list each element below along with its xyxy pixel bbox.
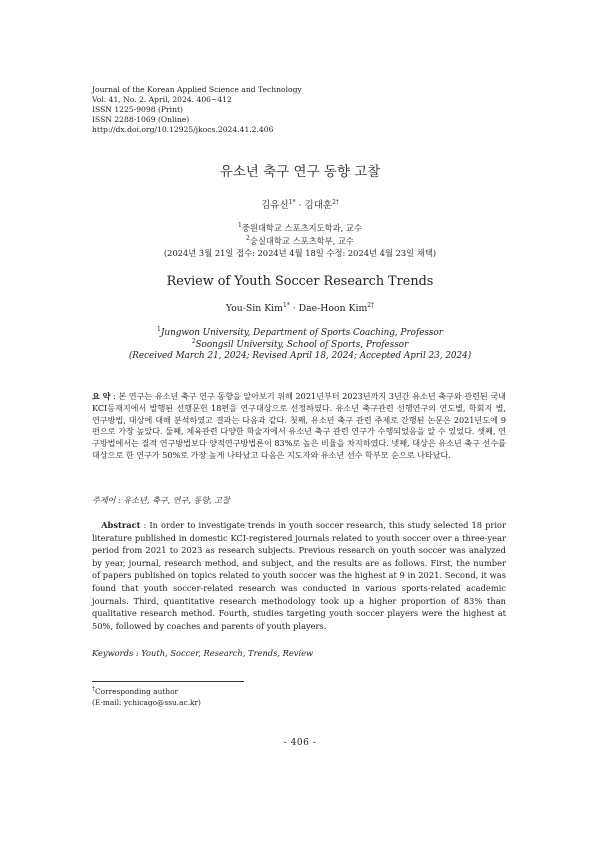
affiliation-2-mark-en: 2 (191, 337, 196, 345)
affiliation-2-en (0, 337, 600, 352)
abstract-english-label: Abstract (101, 520, 141, 530)
affiliation-2-mark: 2 (246, 234, 250, 242)
journal-name: Journal of the Korean Applied Science and Technology (92, 85, 302, 94)
author-2-name-en: Dae-Hoon Kim (298, 303, 368, 314)
author-separator-en: · (289, 303, 299, 314)
affiliation-1 (0, 222, 600, 235)
author-2-name: 김대훈 (304, 200, 333, 211)
author-2-mark-en: 2† (367, 301, 375, 309)
footnote-corresponding (92, 686, 201, 697)
author-2-mark: 2† (332, 198, 339, 206)
journal-volume: Vol. 41, No. 2. April, 2024. 406~412 (92, 94, 232, 104)
authors-english (0, 303, 600, 314)
title-korean: 유소년 축구 연구 동향 고찰 (219, 164, 381, 180)
author-1-mark: 1* (288, 198, 296, 206)
authors-korean (0, 197, 600, 211)
author-1-mark-en: 1* (282, 301, 290, 309)
author-1-name-en: You-Sin Kim (225, 303, 283, 314)
author-separator: · (295, 200, 305, 211)
affiliation-1-mark-en: 1 (157, 326, 161, 334)
abstract-english-text: : In order to investigate trends in youth soccer research, this study selected 18 prior literature published in domestic KCI-registered journals related to youth soccer over a three-year period from 2021 to 2023 as research subjects. Previous research on youth soccer was analyzed by year, journal, research method, and subject, and the results are as follows. First, the number of papers published on topics related to youth soccer was the highest at 9 in 2021. Second, it was found that youth soccer-related research was conducted in various sports-related academic journals. Third, quantitative research methodology took up a higher proportion of 83% than qualitative research method. Fourth, studies targeting youth soccer players were the highest at 50%, followed by coaches and parents of youth players. (92, 520, 506, 631)
affiliation-1-text: 중원대학교 스포츠지도학과, 교수 (241, 223, 362, 233)
footnote-corresponding-text: Corresponding author (95, 687, 179, 696)
title-english: Review of Youth Soccer Research Trends (166, 274, 434, 289)
footnote-email[interactable]: (E-mail: ychicago@ssu.ac.kr) (92, 698, 201, 707)
affiliation-1-en (0, 328, 600, 340)
abstract-korean (92, 391, 506, 462)
affiliation-2 (0, 235, 600, 248)
abstract-korean-text: : 본 연구는 유소년 축구 연구 동향을 알아보기 위해 2021년부터 2023년까지 3년간 유소년 축구와 관련된 국내 KCI등재지에서 발행된 선행문헌 18편을 연구대상으로 선정하였다. 유소년 축구관련 선행연구의 연도별, 학회지 별, 연구방법, 대상에 대해 분석하였고 결과는 다음과 같다. 첫째, 유소년 축구 관련 주제로 간행된 논문은 2021년도에 9편으로 가장 높았다. 둘째, 체육관련 다양한 학술지에서 유소년 축구 관련 연구가 수행되었음을 알 수 있었다. 셋째, 연구방법에서는 질적 연구방법보다 양적연구방법론이 83%로 높은 비율을 차지하였다. 넷째, 대상은 유소년 축구 선수를 대상으로 한 연구가 50%로 가장 높게 나타났고 다음은 지도자와 유소년 선수 학부모 순으로 나타났다. (92, 391, 506, 460)
dagger-mark: † (92, 685, 95, 693)
abstract-korean-label: 요 약 (92, 391, 111, 401)
abstract-english (92, 519, 506, 632)
affiliation-2-text: 숭실대학교 스포츠학부, 교수 (249, 235, 354, 246)
affiliations-english (0, 328, 600, 363)
journal-issn-print: ISSN 1225-9098 (Print) (92, 104, 183, 114)
page-number: - 406 - (283, 738, 317, 748)
dates-english: (Received March 21, 2024; Revised April 18, 2024; Accepted April 23, 2024) (128, 351, 472, 361)
affiliation-1-text-en: Jungwon University, Department of Sports Coaching, Professor (160, 328, 443, 338)
affiliation-2-text-en: Soongsil University, School of Sports, Professor (195, 339, 409, 350)
author-1-name: 김유신 (261, 200, 289, 211)
affiliation-1-mark: 1 (238, 222, 242, 230)
dates-korean: (2024년 3월 21일 접수: 2024년 4월 18일 수정: 2024년 4월 23일 채택) (163, 248, 437, 258)
journal-issn-online: ISSN 2288-1069 (Online) (92, 114, 190, 124)
affiliations-korean (0, 222, 600, 260)
keywords-english: Keywords : Youth, Soccer, Research, Trends, Review (92, 648, 314, 658)
footnote (92, 686, 201, 708)
journal-doi-link[interactable]: http://dx.doi.org/10.12925/jkocs.2024.41.2.406 (92, 124, 274, 134)
keywords-korean: 주제어 : 유소년, 축구, 연구, 동향, 고찰 (92, 495, 230, 505)
footnote-divider (92, 681, 244, 682)
journal-header (92, 85, 302, 135)
